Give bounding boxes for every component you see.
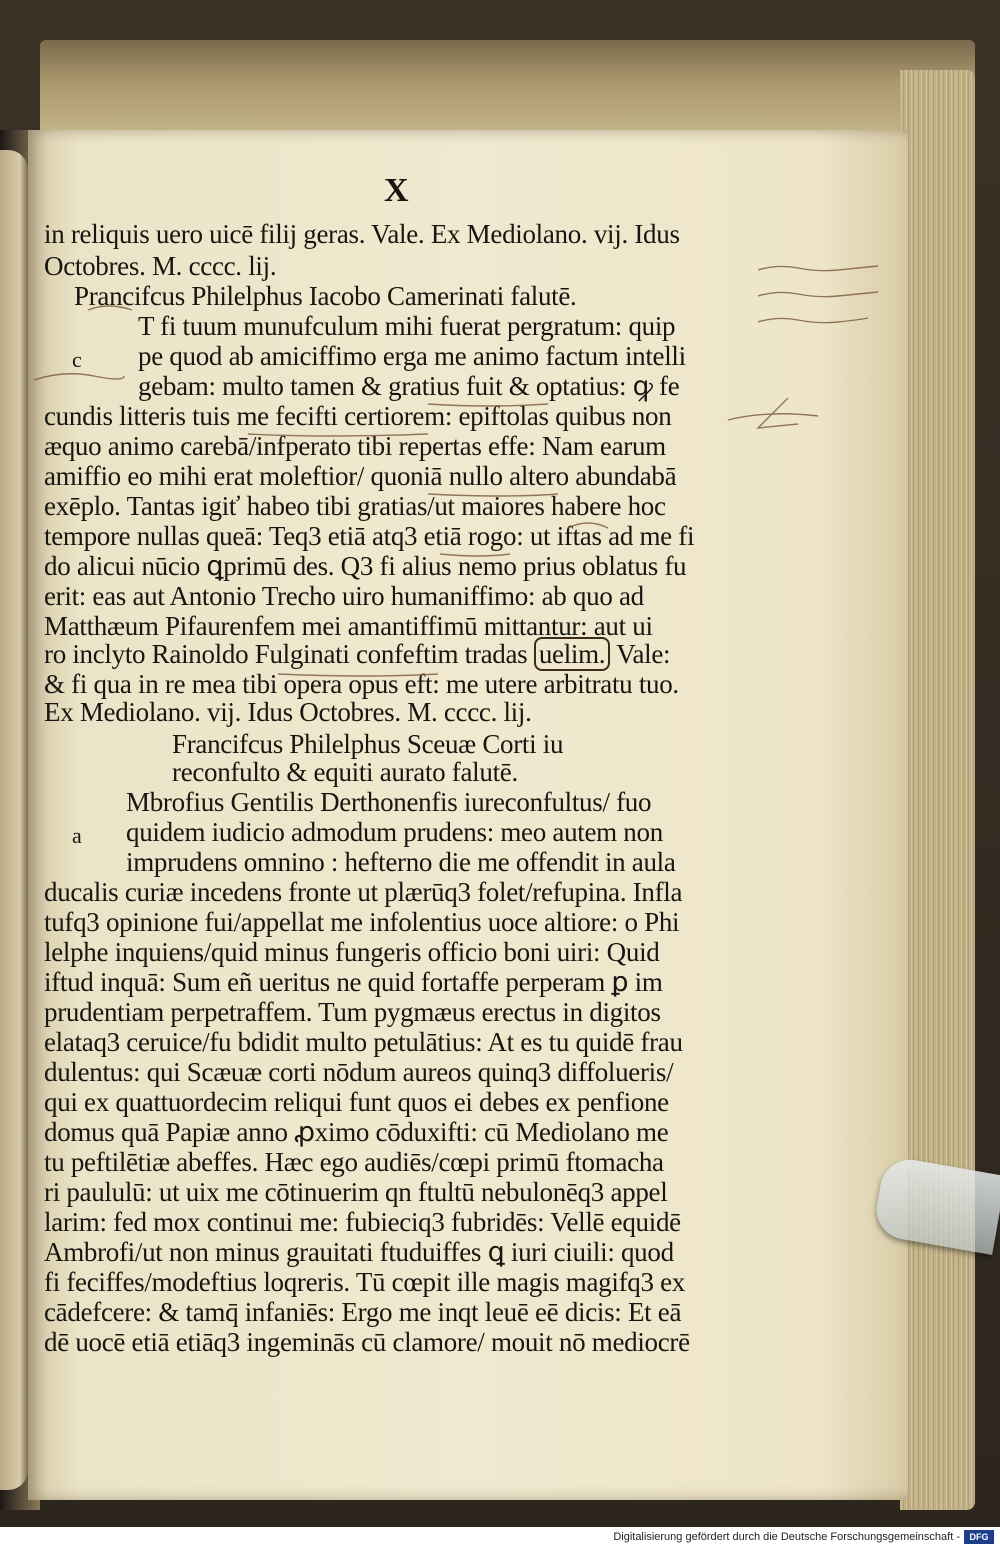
text-line: cundis litteris tuis me fecifti certiorem: epiftolas quibus non	[44, 401, 672, 431]
text-line: T fi tuum munufculum mihi fuerat pergratum: quip	[138, 311, 676, 341]
text-line: erit: eas aut Antonio Trecho uiro humaniffimo: ab quo ad	[44, 581, 644, 611]
text-line: elataq3 ceruice/fu bdidit multo petulātius: At es tu quidē frau	[44, 1027, 683, 1057]
text-line: & fi qua in re mea tibi opera opus eft: me utere arbitratu tuo.	[44, 669, 679, 699]
text-line: gebam: multo tamen & gratius fuit & optatius: ꝙ fe	[138, 371, 680, 401]
text-segment: Vale:	[616, 639, 671, 669]
handwritten-annotations	[28, 130, 908, 1500]
book-page	[28, 130, 908, 1500]
text-line: tempore nullas queā: Teq3 etiā atq3 etiā rogo: ut iftas ad me fi	[44, 521, 695, 551]
guide-letter: c	[72, 347, 82, 372]
folio-number: X	[384, 172, 411, 209]
text-line: Ex Mediolano. vij. Idus Octobres. M. cccc. lij.	[44, 697, 532, 727]
underline-mark	[428, 404, 548, 406]
text-line: in reliquis uero uicē filij geras. Vale. Ex Mediolano. vij. Idus	[44, 219, 680, 249]
text-line: pe quod ab amiciffimo erga me animo factum intelli	[138, 341, 686, 371]
underline-mark	[278, 674, 438, 676]
boxed-word: uelim.	[534, 637, 610, 671]
book-top-edge	[40, 40, 975, 140]
text-line: ri paululū: ut uix me cōtinuerim qn ftultū nebulonēq3 appel	[44, 1177, 668, 1207]
margin-scribble	[34, 374, 124, 380]
letter-heading: Francifcus Philelphus Sceuæ Corti iu	[172, 729, 564, 759]
margin-scribble	[758, 318, 868, 323]
facing-page-edge	[0, 150, 28, 1490]
text-segment: ro inclyto Rainoldo Fulginati confeftim tradas	[44, 639, 528, 669]
text-line: do alicui nūcio ꝗprimū des. Q3 fi alius nemo prius oblatus fu	[44, 551, 687, 581]
underline-mark	[428, 494, 558, 496]
text-line: quidem iudicio admodum prudens: meo autem non	[126, 817, 663, 847]
letter-heading: reconfulto & equiti aurato falutē.	[172, 757, 518, 787]
text-line: lelphe inquiens/quid minus fungeris officio boni uiri: Quid	[44, 937, 660, 967]
text-line: larim: fed mox continui me: fubieciq3 fubridēs: Vellē equidē	[44, 1207, 681, 1237]
margin-scribble	[758, 292, 878, 297]
text-line: qui ex quattuordecim reliqui funt quos ei debes ex penfione	[44, 1087, 669, 1117]
text-line: amiffio eo mihi erat moleftior/ quoniā nullo altero abundabā	[44, 461, 677, 491]
text-line: iftud inquā: Sum eñ ueritus ne quid fortaffe perperam ꝑ im	[44, 967, 663, 997]
text-line: prudentiam perpetraffem. Tum pygmæus erectus in digitos	[44, 997, 661, 1027]
text-line: domus quā Papiæ anno ꝓximo cōduxifti: cū Mediolano me	[44, 1117, 669, 1147]
text-line: Ambrofi/ut non minus grauitati ftuduiffes ꝗ iuri ciuili: quod	[44, 1237, 674, 1267]
text-line: fi feciffes/modeftius loqreris. Tū cœpit ille magis magifq3 ex	[44, 1267, 685, 1297]
text-line: cādefcere: & tamq̄ infaniēs: Ergo me inqt leuē eē dicis: Et eā	[44, 1297, 682, 1327]
margin-scribble	[758, 266, 878, 271]
margin-scribble	[758, 398, 798, 428]
text-line: imprudens omnino : hefterno die me offendit in aula	[126, 847, 676, 877]
footer-bar	[0, 1527, 1000, 1547]
text-line: exēplo. Tantas igiť habeo tibi gratias/ut maiores habere hoc	[44, 491, 666, 521]
text-line: tu peftilētiæ abeffes. Hæc ego audiēs/cœpi primū ftomacha	[44, 1147, 664, 1177]
funding-credit: Digitalisierung gefördert durch die Deutsche Forschungsgemeinschaft -	[613, 1531, 960, 1543]
text-line: Matthæum Pifaurenfem mei amantiffimū mittantur: aut ui	[44, 611, 653, 641]
underline-mark	[248, 434, 428, 436]
margin-scribble	[728, 414, 818, 420]
text-line: tufq3 opinione fui/appellat me infolentius uoce altiore: o Phi	[44, 907, 680, 937]
text-line: ducalis curiæ incedens fronte ut plærūq3 folet/refupina. Infla	[44, 877, 683, 907]
margin-scribble	[88, 306, 132, 310]
guide-letter: a	[72, 823, 82, 848]
text-line: dē uocē etiā etiāq3 ingeminās cū clamore/ mouit nō mediocrē	[44, 1327, 690, 1357]
dfg-logo: DFG	[964, 1530, 994, 1544]
text-line: Octobres. M. cccc. lij.	[44, 251, 277, 281]
book-fore-edge	[900, 70, 975, 1510]
margin-scribble	[568, 523, 608, 528]
text-line: æquo animo carebā/infperato tibi repertas effe: Nam earum	[44, 431, 666, 461]
text-line: dulentus: qui Scæuæ corti nōdum aureos quinq3 diffolueris/	[44, 1057, 674, 1087]
text-line: Mbrofius Gentilis Derthonenfis iureconfultus/ fuo	[126, 787, 652, 817]
letter-heading: Prancifcus Philelphus Iacobo Camerinati falutē.	[74, 281, 577, 311]
underline-mark	[440, 554, 510, 556]
